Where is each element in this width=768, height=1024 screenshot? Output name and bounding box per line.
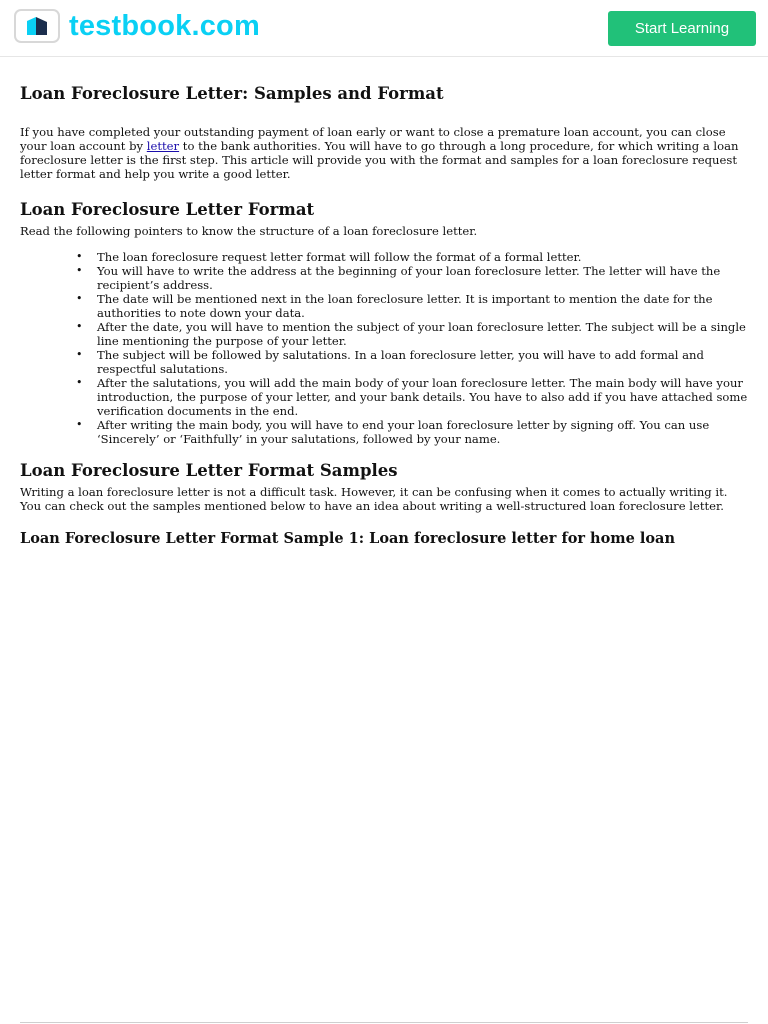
list-item bbox=[20, 250, 748, 264]
list-item bbox=[20, 348, 748, 376]
list-item bbox=[20, 320, 748, 348]
bullet-icon: • bbox=[76, 292, 83, 305]
bullet-icon: • bbox=[76, 376, 83, 389]
list-item bbox=[20, 292, 748, 320]
footer-divider bbox=[20, 1022, 748, 1023]
intro-paragraph bbox=[20, 125, 748, 181]
intro-text-after: to the bank authorities. You will have to go through a long procedure, for which writing a loan foreclosure letter is the first step. This article will provide you with the format and samples for a loan foreclosure request letter format and help you write a good letter. bbox=[20, 139, 739, 181]
list-item bbox=[20, 376, 748, 418]
samples-heading: Loan Foreclosure Letter Format Samples bbox=[20, 461, 398, 480]
bullet-icon: • bbox=[76, 250, 83, 263]
bullet-icon: • bbox=[76, 348, 83, 361]
list-item-text: After writing the main body, you will have to end your loan foreclosure letter by signing off. You can use ‘Sincerely’ or ‘Faithfully’ in your salutations, followed by your name. bbox=[97, 418, 710, 446]
intro-text-before: If you have completed your outstanding payment of loan early or want to close a premature loan account, you can close your loan account by bbox=[20, 125, 726, 153]
article bbox=[20, 82, 748, 549]
start-learning-button[interactable]: Start Learning bbox=[608, 11, 756, 46]
bullet-icon: • bbox=[76, 320, 83, 333]
list-item bbox=[20, 264, 748, 292]
list-item-text: After the date, you will have to mention the subject of your loan foreclosure letter. The subject will be a single line mentioning the purpose of your letter. bbox=[97, 320, 746, 348]
samples-lead: Writing a loan foreclosure letter is not a difficult task. However, it can be confusing when it comes to actually writing it. You can check out the samples mentioned below to have an idea about writing a well-structured loan foreclosure letter. bbox=[20, 485, 728, 513]
list-item-text: After the salutations, you will add the main body of your loan foreclosure letter. The main body will have your introduction, the purpose of your letter, and your bank details. You have to also add if you have attached some verification documents in the end. bbox=[97, 376, 748, 418]
list-item bbox=[20, 418, 748, 446]
list-item-text: The loan foreclosure request letter format will follow the format of a formal letter. bbox=[97, 250, 582, 264]
format-lead: Read the following pointers to know the structure of a loan foreclosure letter. bbox=[20, 224, 478, 238]
page-title: Loan Foreclosure Letter: Samples and Format bbox=[20, 84, 444, 103]
list-item-text: The date will be mentioned next in the loan foreclosure letter. It is important to mention the date for the authorities to note down your data. bbox=[97, 292, 713, 320]
format-heading: Loan Foreclosure Letter Format bbox=[20, 200, 315, 219]
format-pointers-list bbox=[20, 250, 748, 446]
list-item-text: The subject will be followed by salutations. In a loan foreclosure letter, you will have to add formal and respectful salutations. bbox=[97, 348, 704, 376]
site-header bbox=[0, 0, 768, 57]
bullet-icon: • bbox=[76, 264, 83, 277]
book-icon bbox=[14, 9, 60, 43]
bullet-icon: • bbox=[76, 418, 83, 431]
letter-link[interactable]: letter bbox=[146, 139, 180, 153]
sample-1-heading: Loan Foreclosure Letter Format Sample 1: Loan foreclosure letter for home loan bbox=[20, 530, 675, 547]
list-item-text: You will have to write the address at the beginning of your loan foreclosure letter. The letter will have the recipient’s address. bbox=[97, 264, 721, 292]
testbook-logo[interactable] bbox=[14, 9, 260, 43]
logo-text: testbook.com bbox=[69, 10, 260, 42]
